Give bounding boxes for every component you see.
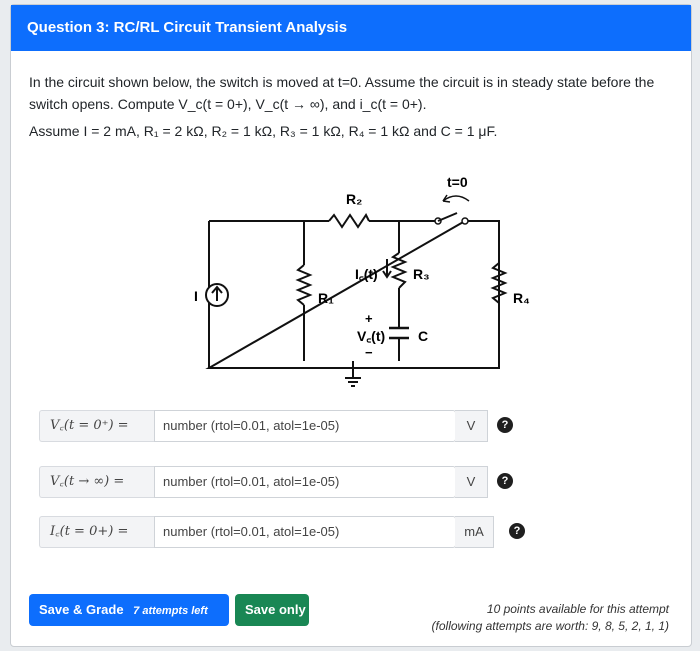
plus-sign: + — [365, 311, 373, 326]
attempts-left: 7 attempts left — [133, 605, 208, 617]
save-only-button[interactable]: Save only — [235, 594, 309, 626]
vc-0plus-placeholder: number (rtol=0.01, atol=1e-05) — [163, 418, 340, 433]
vc-inf-input[interactable] — [154, 466, 456, 498]
points-available: 10 points available for this attempt — [486, 602, 669, 616]
minus-sign: − — [365, 345, 373, 360]
switch — [435, 174, 469, 224]
vc-inf-unit: V — [455, 466, 488, 498]
vc-0plus-label: V꜀(t = 0⁺) = — [39, 410, 154, 442]
ground-icon — [345, 378, 361, 386]
question-title: Question 3: RC/RL Circuit Transient Analysis — [27, 19, 348, 36]
switch-label: t=0 — [447, 174, 468, 190]
ic-0plus-placeholder: number (rtol=0.01, atol=1e-05) — [163, 524, 340, 539]
r3-label: R₃ — [413, 266, 430, 282]
ic-0plus-unit: mA — [455, 516, 494, 548]
current-source — [194, 284, 228, 306]
ic-0plus-label: I꜀(t = 0+) = — [39, 516, 154, 548]
question-intro-line1: In the circuit shown below, the switch is moved at t=0. Assume the circuit is in steady state before the — [29, 74, 655, 90]
r2-resistor — [329, 215, 369, 227]
circuit-diagram — [181, 173, 530, 398]
vc-inf-label: V꜀(t → ∞) = — [39, 466, 154, 498]
help-icon[interactable]: ? — [497, 417, 513, 433]
vc-0plus-input[interactable] — [154, 410, 456, 442]
capacitor — [389, 328, 409, 338]
capacitor-label: C — [418, 328, 429, 344]
vc-inf-placeholder: number (rtol=0.01, atol=1e-05) — [163, 474, 340, 489]
question-header — [11, 5, 691, 51]
r2-label: R₂ — [346, 191, 363, 207]
r1-resistor — [298, 265, 310, 305]
help-icon[interactable]: ? — [509, 523, 525, 539]
following-attempts: (following attempts are worth: 9, 8, 5, 2, 1, 1) — [431, 619, 669, 633]
vc-0plus-unit: V — [455, 410, 488, 442]
voltage-label: V꜀(t) — [357, 328, 386, 344]
save-grade-button[interactable] — [29, 594, 229, 626]
help-icon[interactable]: ? — [497, 473, 513, 489]
question-intro-line2: switch opens. Compute V_c(t = 0+), V_c(t → ∞), and i_c(t = 0+). — [29, 96, 427, 112]
source-label: I — [194, 288, 198, 304]
save-grade-label: Save & Grade — [39, 602, 124, 617]
assume-text: Assume I = 2 mA, R₁ = 2 kΩ, R₂ = 1 kΩ, R₃ = 1 kΩ, R₄ = 1 kΩ and C = 1 μF. — [29, 123, 498, 139]
ic-0plus-input[interactable] — [154, 516, 456, 548]
r1-label: R₁ — [318, 290, 334, 306]
current-label: I꜀(t) — [355, 266, 378, 282]
attempt-info — [409, 601, 669, 635]
question-text — [29, 71, 679, 115]
question-card — [10, 4, 692, 647]
r4-label: R₄ — [513, 290, 530, 306]
